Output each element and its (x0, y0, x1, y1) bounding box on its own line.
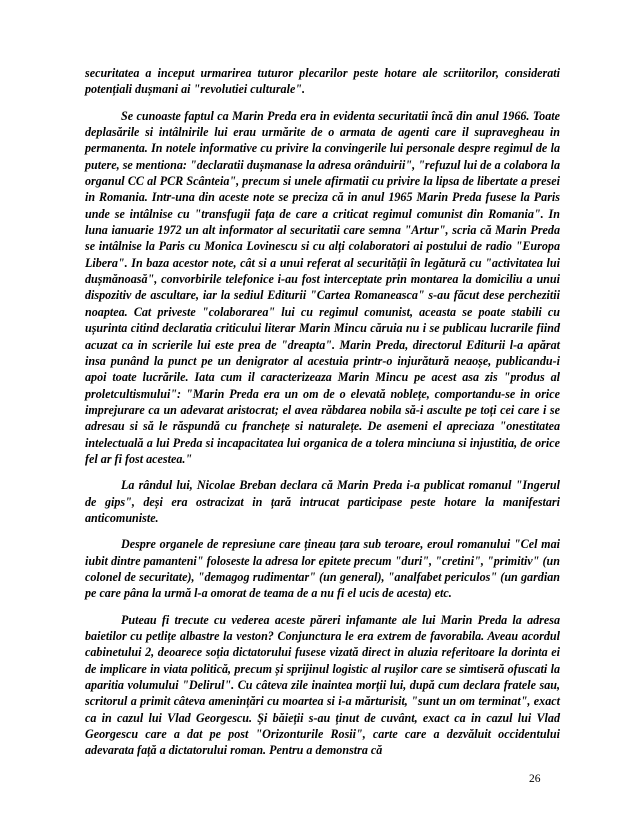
paragraph-2: Se cunoaste faptul ca Marin Preda era in evidenta securitatii încă din anul 1966. Toate deplasările si intâlnirile lui erau urmărite de o armata de agenti care il supravegheau in permanenta. In notele informative cu privire la convingerile lui personale despre regimul de la putere, se mentiona: "declaratii dușmanase la adresa orânduirii", "refuzul lui de a colabora la organul CC al PCR Scânteia", precum si unele afirmatii cu privire la lipsa de libertate a presei in Romania. Intr-una din aceste note se preciza că in anul 1965 Marin Preda fusese la Paris unde se intâlnise cu "transfugii fața de care a criticat regimul comunist din Romania". In luna ianuarie 1972 un alt informator al securitatii care semna "Artur", scria că Marin Preda se intâlnise la Paris cu Monica Lovinescu si cu alți colaboratori ai postului de radio "Europa Libera". In baza acestor note, cât si a unui referat al securității în legătură cu "activitatea lui dușmănoasă", convorbirile telefonice i-au fost interceptate prin montarea la domiciliu a unui dispozitiv de ascultare, iar la sediul Editurii "Cartea Romaneasca" s-au făcut dese perchezitii noaptea. Cat priveste "colaborarea" lui cu regimul comunist, aceasta se poate stabili cu ușurinta citind declaratia criticului literar Marin Mincu căruia nu i se publicau lucrarile fiind acuzat ca in scrierile lui este prea de "dreapta". Marin Preda, directorul Editurii l-a apărat insa punând la punct pe un denigrator al acestuia printr-o injurătură neaoșe, publicandu-i apoi toate lucrările. Iata cum il caracterizeaza Marin Mincu pe acest asa zis "produs al proletcultismului": "Marin Preda era un om de o elevată noblețe, comportandu-se in orice imprejurare ca un adevarat aristocrat; el avea răbdarea nobila să-i asculte pe toți cei care i se adresau si să le răspundă cu franchețe si naturalețe. De asemeni el apreciaza "onestitatea intelectuală a lui Preda si incapacitatea lui organica de a tolera minciuna si injustitia, de orice fel ar fi fost acestea." (85, 108, 560, 466)
page-number: 26 (529, 773, 541, 785)
paragraph-4: Despre organele de represiune care țineau țara sub teroare, eroul romanului "Cel mai iubit dintre pamanteni" foloseste la adresa lor epitete precum "duri", "cretini", "primitiv" (un colonel de securitate), "demagog rudimentar" (un general), "analfabet periculos" (un gardian pe care pâna la urmă l-a omorat de teama de a nu fi el ucis de acesta) etc. (85, 537, 560, 601)
paragraph-5: Puteau fi trecute cu vederea aceste păreri infamante ale lui Marin Preda la adresa baietilor cu petlițe albastre la veston? Conjunctura le era extrem de favorabila. Aveau acordul cabinetului 2, deoarece soția dictatorului fusese vizată direct in aluzia referitoare la dorinta ei de implicare in viata politică, precum și sprijinul logistic al rușilor care se simtiseră ofuscati la aparitia volumului "Delirul". Cu câteva zile inaintea morții lui, după cum declara fratele sau, scritorul a primit câteva amenințări cu moartea si i-a mărturisit, "sunt un om terminat", exact ca in cazul lui Vlad Georgescu. Și băieții s-au ținut de cuvânt, exact ca in cazul lui Vlad Georgescu care a dat pe post "Orizonturile Rosii", carte care a dezvăluit occidentului adevarata față a dictatorului roman. Pentru a demonstra că (85, 612, 560, 758)
paragraph-1: securitatea a inceput urmarirea tuturor plecarilor peste hotare ale scriitorilor, considerati potențiali dușmani ai "revolutiei culturale". (85, 66, 560, 97)
paragraph-3: La rândul lui, Nicolae Breban declara că Marin Preda i-a publicat romanul "Ingerul de gips", deși era ostracizat in țară intrucat participase peste hotare la manifestari anticomuniste. (85, 478, 560, 525)
body-text (85, 65, 560, 769)
